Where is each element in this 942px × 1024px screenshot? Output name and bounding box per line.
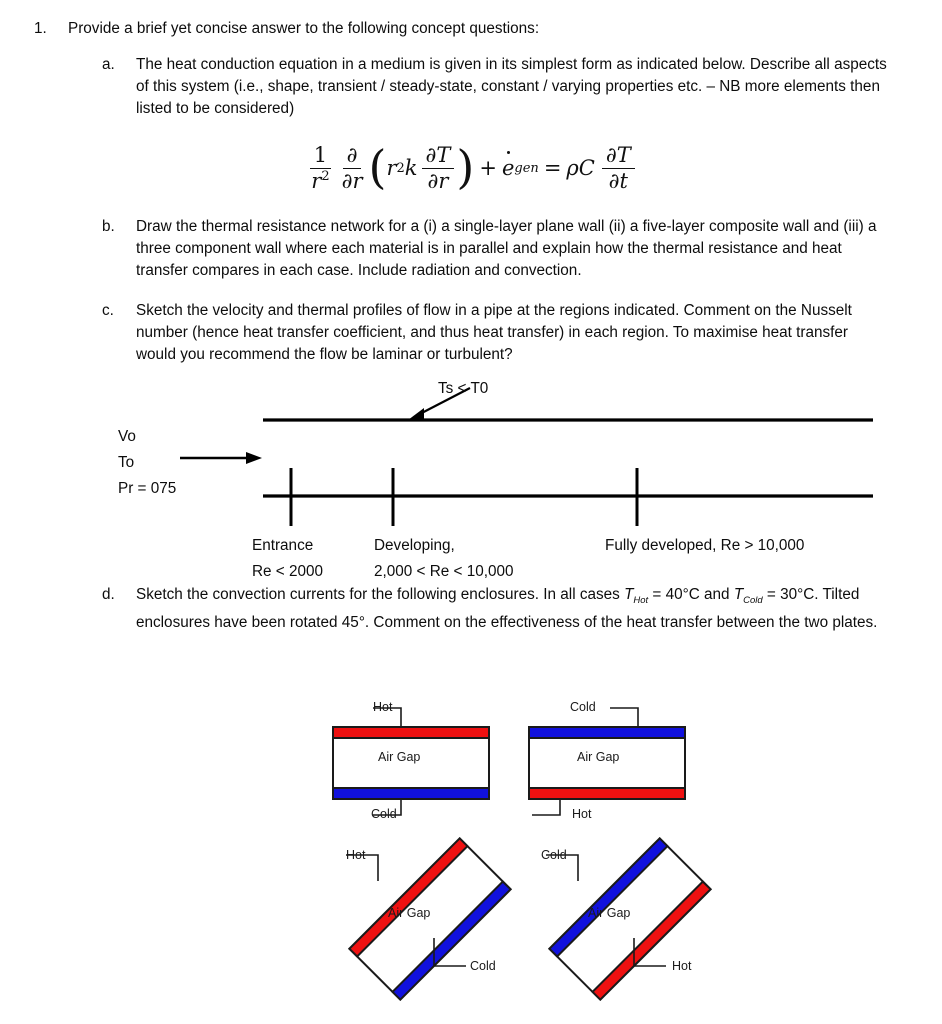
equation-fraction-3 — [422, 144, 455, 192]
question-1b-text: Draw the thermal resistance network for a (i) a single-layer plane wall (ii) a five-layer composite wall and (iii) a three component wall where each material is in parallel and explain how the thermal resistance and heat transfer compares in each case. Include radiation and convection. — [136, 218, 877, 279]
enclosure1-top-label: Hot — [373, 700, 393, 714]
enclosure2-top-label: Cold — [570, 700, 596, 714]
equation-equals: = — [543, 156, 562, 181]
question-1 — [34, 18, 914, 40]
inlet-flow-arrowhead — [246, 452, 262, 464]
bottom-label-leader-line — [532, 798, 560, 815]
equation-plus: + — [479, 156, 497, 181]
top-label-leader-line — [610, 708, 638, 727]
t-cold-subscript: Cold — [743, 595, 763, 607]
eq-k: k — [404, 156, 418, 181]
region-label-entrance: Entrance — [252, 537, 314, 554]
surface-temp-label: Ts < T0 — [438, 380, 489, 397]
enclosure1-air-gap-label: Air Gap — [378, 750, 421, 764]
eq-r-exponent: 2 — [396, 160, 405, 176]
region-label-fully-developed: Fully developed, Re > 10,000 — [605, 537, 805, 554]
eq-frac1-denominator: $r^2$ — [311, 168, 330, 193]
inlet-velocity-label: Vo — [118, 428, 136, 445]
cold-plate — [333, 788, 489, 799]
enclosure4-air-gap-label: Air Gap — [588, 906, 631, 920]
eq-frac2-denominator: ∂r — [341, 168, 363, 193]
eq-frac3-numerator: ∂T — [422, 144, 455, 169]
eq-e-gen-base: e — [501, 156, 515, 181]
question-1d-marker: d. — [102, 586, 115, 603]
equation-fraction-2 — [338, 144, 367, 192]
region-label-developing: Developing, — [374, 537, 455, 554]
hot-plate — [333, 727, 489, 738]
t-hot-subscript: Hot — [633, 595, 649, 607]
region-sublabel-entrance: Re < 2000 — [252, 563, 324, 580]
prandtl-number-label: Pr = 075 — [118, 480, 177, 497]
equation-fraction-4 — [602, 144, 635, 192]
enclosure-diagrams — [0, 690, 942, 1020]
eq-e-gen-subscript: gen — [514, 160, 539, 176]
question-1-text: Provide a brief yet concise answer to the following concept questions: — [68, 20, 540, 37]
surface-temp-arrowhead — [408, 408, 424, 420]
enclosure1-bottom-label: Cold — [371, 807, 397, 821]
eq-rho-c: ρC — [566, 156, 595, 181]
question-1c-text: Sketch the velocity and thermal profiles of flow in a pipe at the regions indicated. Comment on the Nusselt number (hence heat transfer coefficient, and thus heat transfer) in each region. To maximise heat transfer would you recommend the flow be laminar or turbulent? — [136, 302, 852, 363]
eq-frac4-numerator: ∂T — [602, 144, 635, 169]
question-1a — [102, 54, 892, 120]
enclosure-horizontal-hot-top — [325, 695, 535, 820]
region-sublabel-developing: 2,000 < Re < 10,000 — [374, 563, 514, 580]
heat-conduction-equation — [0, 139, 942, 194]
eq-frac1-numerator: 1 — [310, 144, 331, 169]
equation-close-paren: ) — [456, 139, 475, 194]
pipe-flow-diagram — [0, 378, 942, 593]
question-1b — [102, 216, 892, 282]
equation-open-paren: ( — [368, 139, 387, 194]
question-1c-marker: c. — [102, 302, 114, 319]
question-1d-text: Sketch the convection currents for the following enclosures. In all cases $T_{Hot} = 40^\circ C$ and $T_{Cold} = 30^\circ C$. Tilted enclosures have been rotated 45°. Comment on the effectiveness of the heat transfer between the two plates. — [136, 586, 878, 632]
enclosure3-air-gap-label: Air Gap — [388, 906, 431, 920]
eq-r-base: r — [386, 156, 397, 181]
hot-plate — [529, 788, 685, 799]
enclosure4-top-label: Cold — [541, 848, 567, 862]
enclosure2-bottom-label: Hot — [572, 807, 592, 821]
t-hot-symbol: T — [624, 586, 634, 603]
question-1c — [102, 300, 892, 366]
enclosure-horizontal-cold-top — [524, 695, 734, 820]
enclosure4-bottom-label: Hot — [672, 959, 692, 973]
enclosure3-bottom-label: Cold — [470, 959, 496, 973]
equation-content — [305, 139, 636, 194]
cold-plate — [529, 727, 685, 738]
enclosure3-top-label: Hot — [346, 848, 366, 862]
eq-frac4-denominator: ∂t — [608, 168, 628, 193]
eq-frac2-numerator: ∂ — [343, 144, 362, 169]
equation-fraction-1 — [307, 144, 333, 192]
inlet-temperature-label: To — [118, 454, 135, 471]
question-1a-text: The heat conduction equation in a medium is given in its simplest form as indicated below. Describe all aspects of this system (i.e., shape, transient / steady-state, constant / varying properties etc. – NB more elements then listed to be considered) — [136, 56, 887, 117]
question-1a-marker: a. — [102, 56, 115, 73]
enclosure2-air-gap-label: Air Gap — [577, 750, 620, 764]
eq-frac3-denominator: ∂r — [427, 168, 449, 193]
t-cold-symbol: T — [733, 586, 744, 603]
question-1b-marker: b. — [102, 218, 115, 235]
question-1-marker: 1. — [34, 20, 47, 37]
